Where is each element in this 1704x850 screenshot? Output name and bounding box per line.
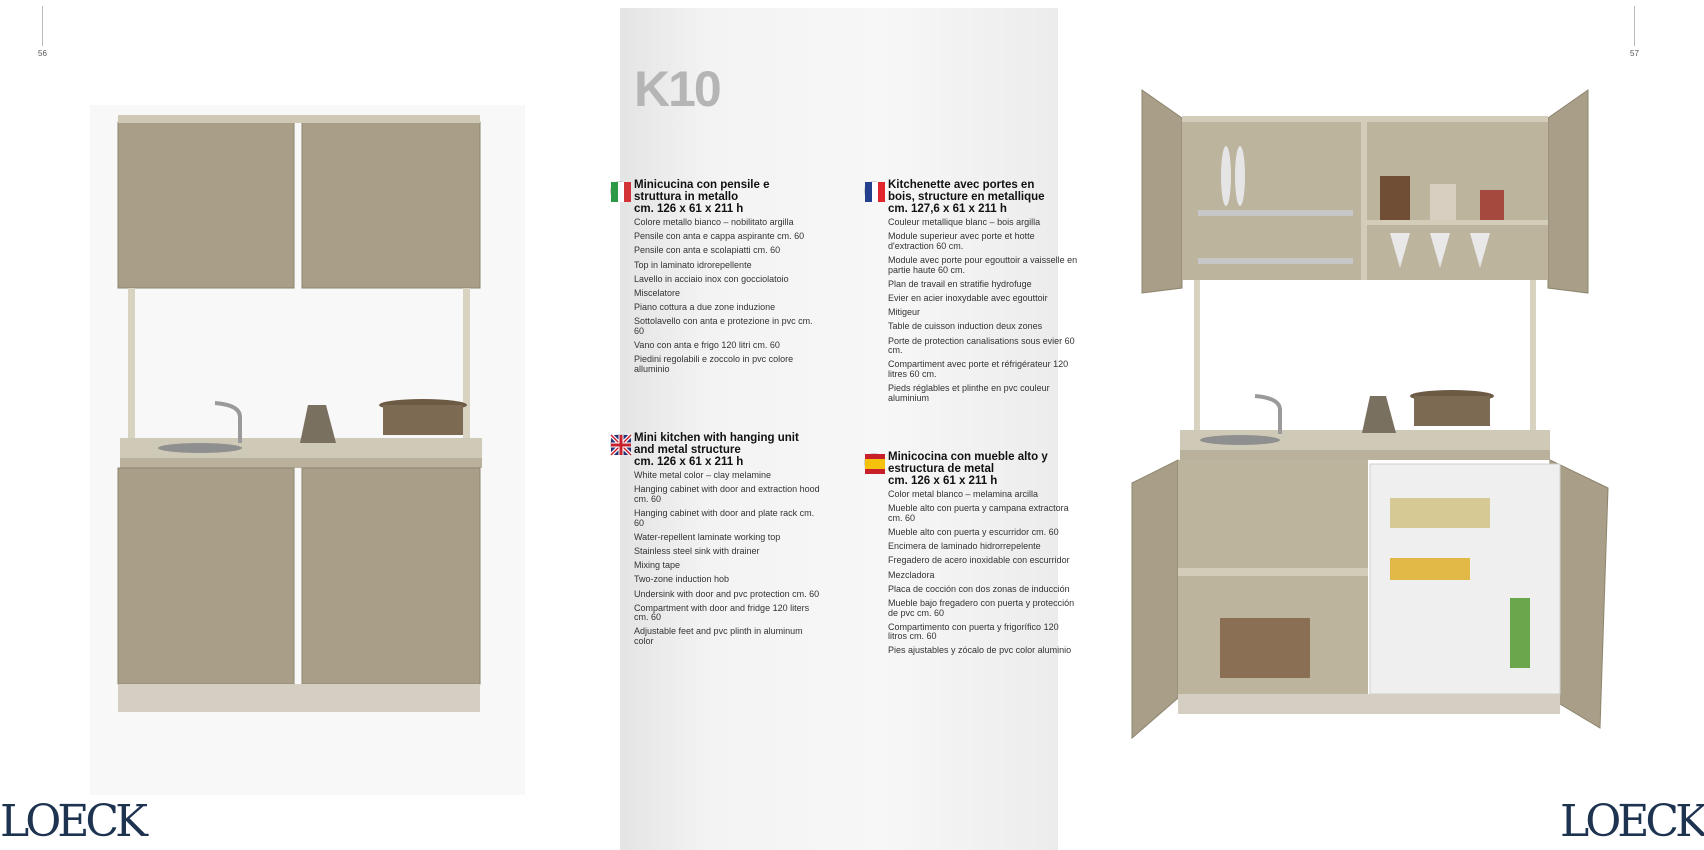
spec-item: Mueble alto con puerta y escurridor cm. 60 <box>888 526 1059 537</box>
italian-specs <box>634 179 824 379</box>
heading-line: estructura de metal <box>888 463 995 475</box>
spec-item: Porte de protection canalisations sous evier 60 cm. <box>888 335 1075 356</box>
heading-line: Kitchenette avec portes en <box>888 179 1035 191</box>
model-title: K10 <box>634 61 720 117</box>
spec-item: Evier en acier inoxydable avec egouttoir <box>888 292 1048 303</box>
spec-item: Pieds réglables et plinthe en pvc couleur aluminium <box>888 383 1050 403</box>
heading-line: cm. 126 x 61 x 211 h <box>634 456 744 468</box>
spec-item: Mueble bajo fregadero con puerta y protección de pvc cm. 60 <box>888 597 1075 618</box>
spec-item: Piedini regolabili e zoccolo in pvc colore alluminio <box>634 354 794 374</box>
english-specs <box>634 432 824 651</box>
spanish-specs <box>888 451 1078 661</box>
french-heading <box>888 179 1078 215</box>
france-flag-icon <box>864 181 884 201</box>
spec-item: Plan de travail en stratifie hydrofuge <box>888 278 1032 289</box>
spec-item: Color metal blanco – melamina arcilla <box>888 489 1039 499</box>
spec-item: Mezcladora <box>888 569 935 580</box>
spec-item: Lavello in acciaio inox con gocciolatoio <box>634 273 789 284</box>
spec-item: Fregadero de acero inoxidable con escurridor <box>888 555 1070 566</box>
heading-line: bois, structure en metallique <box>888 191 1045 203</box>
spec-item: Stainless steel sink with drainer <box>634 545 760 556</box>
spec-item: Miscelatore <box>634 287 681 298</box>
spec-item: Pensile con anta e scolapiatti cm. 60 <box>634 245 781 256</box>
spain-flag-icon <box>864 453 884 473</box>
left-page-number: 56 <box>38 49 47 58</box>
brand-logo-left: LOECK <box>0 796 144 847</box>
spec-item: Piano cottura a due zone induzione <box>634 302 776 313</box>
spec-item: Mitigeur <box>888 307 921 318</box>
right-page-number: 57 <box>1630 49 1639 58</box>
heading-line: cm. 126 x 61 x 211 h <box>888 475 998 487</box>
spec-item: White metal color – clay melamine <box>634 470 772 480</box>
heading-line: Minicocina con mueble alto y <box>888 451 1048 463</box>
spec-item: Top in laminato idrorepellente <box>634 259 752 270</box>
spec-item: Couleur metallique blanc – bois argilla <box>888 217 1041 227</box>
spec-item: Two-zone induction hob <box>634 574 730 585</box>
spec-item: Sottolavello con anta e protezione in pvc cm. 60 <box>634 316 813 336</box>
brand-logo-right: LOECK <box>1560 796 1704 847</box>
italy-flag-icon <box>610 181 630 201</box>
spec-item: Hanging cabinet with door and plate rack cm. 60 <box>634 507 815 528</box>
closed-kitchen-photo <box>90 105 525 795</box>
heading-line: Minicucina con pensile e <box>634 179 770 191</box>
spec-item: Encimera de laminado hidrorrepelente <box>888 541 1041 552</box>
closed-kitchen-illustration <box>90 105 525 795</box>
spec-item: Module avec porte pour egouttoir a vaisselle en partie haute 60 cm. <box>888 254 1078 275</box>
uk-flag-icon <box>610 434 630 454</box>
spec-item: Compartimento con puerta y frigorífico 120 litros cm. 60 <box>888 621 1059 642</box>
italian-heading <box>634 179 824 215</box>
spec-item: Compartiment avec porte et réfrigérateur 120 litres 60 cm. <box>888 359 1069 379</box>
right-page-rule <box>1634 6 1635 46</box>
spec-item: Pensile con anta e cappa aspirante cm. 60 <box>634 231 805 242</box>
spec-item: Mixing tape <box>634 560 681 571</box>
spec-item: Placa de cocción con dos zonas de inducción <box>888 583 1070 594</box>
spec-item: Compartment with door and fridge 120 liters cm. 60 <box>634 602 810 623</box>
heading-line: and metal structure <box>634 444 741 456</box>
left-page-rule <box>42 6 43 46</box>
spec-item: Colore metallo bianco – nobilitato argilla <box>634 217 794 227</box>
open-kitchen-photo <box>1130 88 1610 803</box>
french-specs <box>888 179 1078 408</box>
spec-item: Pies ajustables y zócalo de pvc color aluminio <box>888 645 1072 656</box>
spec-item: Water-repellent laminate working top <box>634 531 781 542</box>
spec-item: Adjustable feet and pvc plinth in aluminum color <box>634 626 803 647</box>
heading-line: struttura in metallo <box>634 191 739 203</box>
specs-panel <box>620 8 1058 850</box>
spec-item: Mueble alto con puerta y campana extractora cm. 60 <box>888 503 1069 523</box>
heading-line: cm. 127,6 x 61 x 211 h <box>888 203 1007 215</box>
open-kitchen-illustration <box>1130 88 1610 803</box>
heading-line: Mini kitchen with hanging unit <box>634 432 799 444</box>
english-heading <box>634 432 824 468</box>
spec-item: Undersink with door and pvc protection cm. 60 <box>634 588 820 599</box>
heading-line: cm. 126 x 61 x 211 h <box>634 203 744 215</box>
spec-item: Module superieur avec porte et hotte d'extraction 60 cm. <box>888 231 1035 251</box>
spec-item: Table de cuisson induction deux zones <box>888 321 1043 332</box>
spec-item: Hanging cabinet with door and extraction hood cm. 60 <box>634 484 820 504</box>
spanish-heading <box>888 451 1078 487</box>
spec-item: Vano con anta e frigo 120 litri cm. 60 <box>634 340 780 351</box>
